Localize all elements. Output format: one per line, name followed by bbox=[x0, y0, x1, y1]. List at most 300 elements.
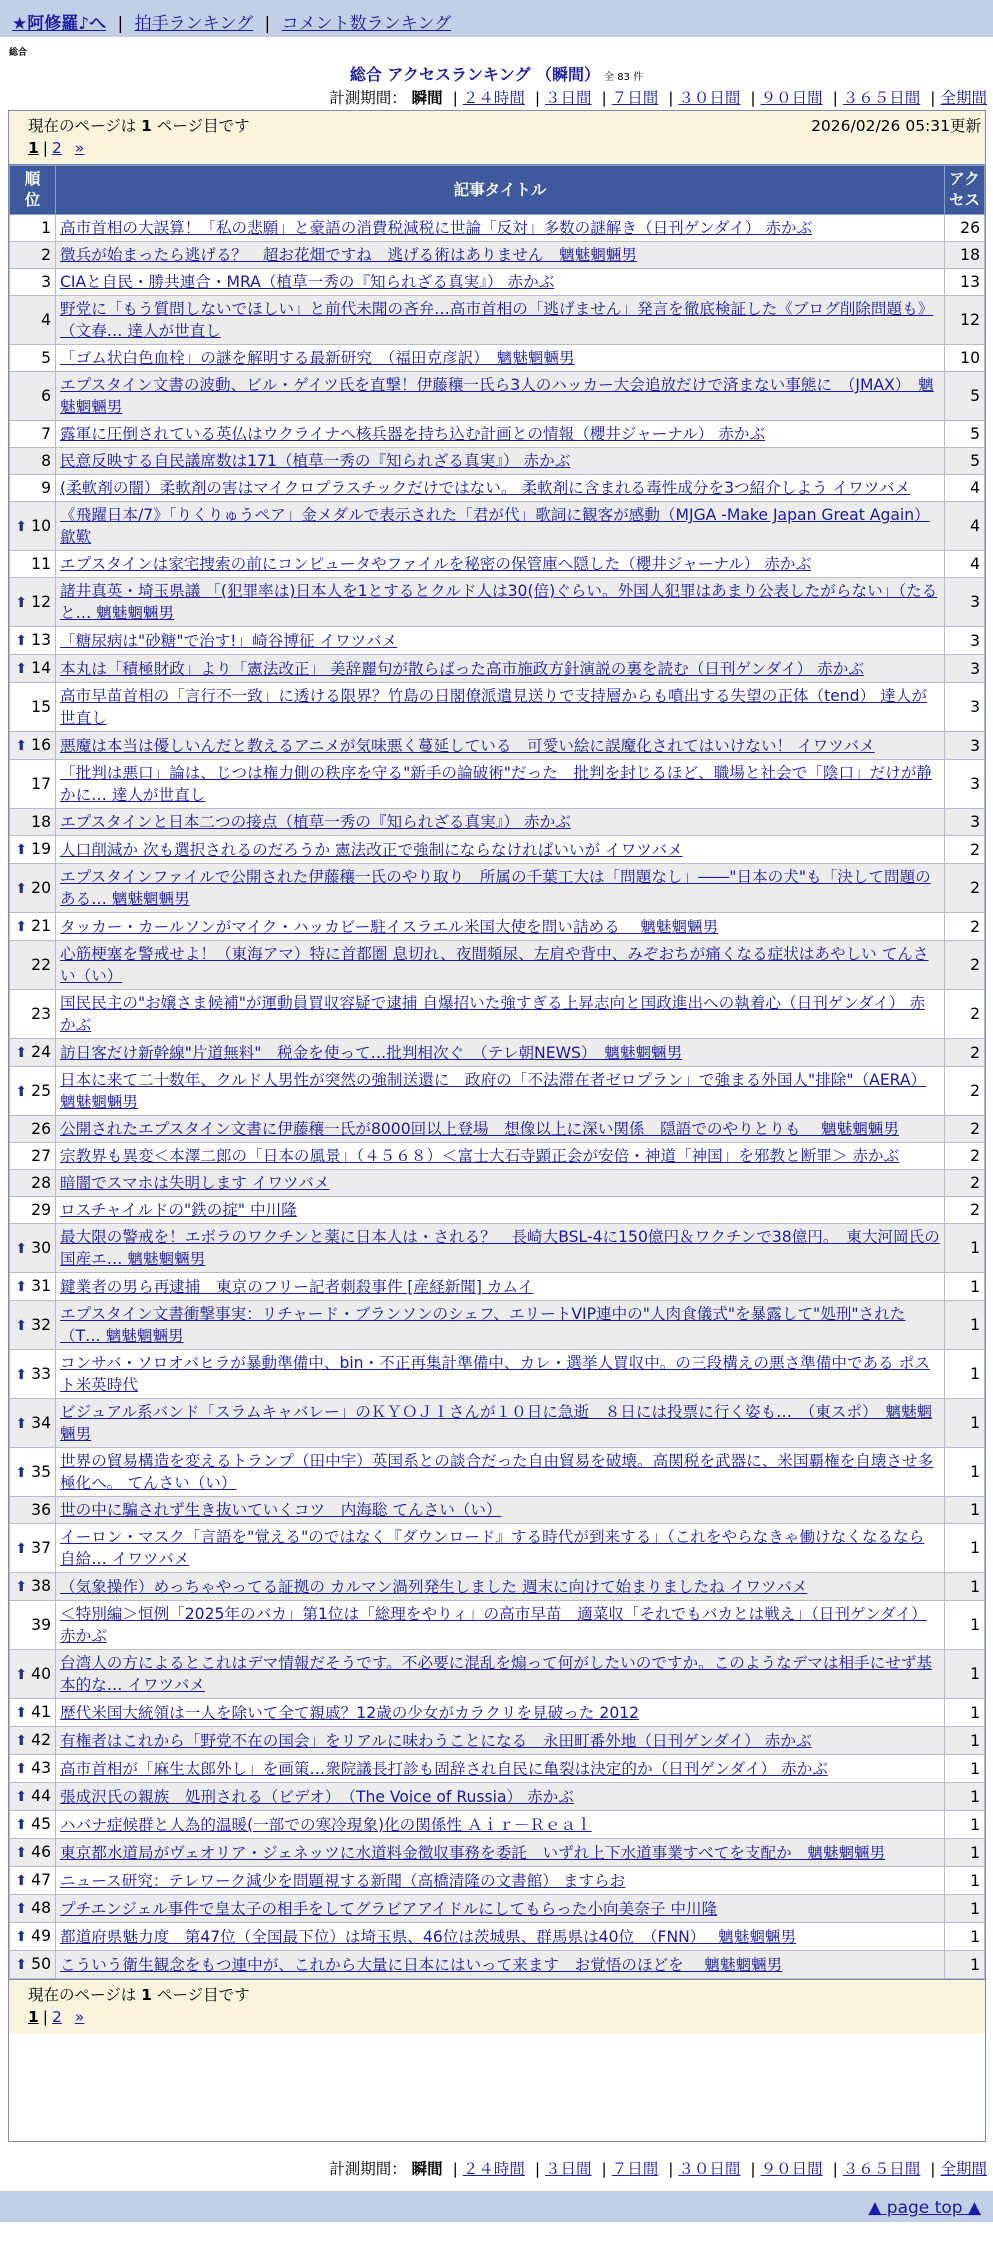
access-count: 2 bbox=[945, 941, 985, 990]
table-row bbox=[10, 448, 985, 475]
table-row bbox=[10, 1923, 985, 1951]
rank-number: 20 bbox=[31, 878, 51, 897]
title-cell bbox=[56, 1601, 945, 1650]
title-cell bbox=[56, 809, 945, 836]
access-count: 1 bbox=[945, 1273, 985, 1301]
title-cell bbox=[56, 1170, 945, 1197]
rank-number: 11 bbox=[31, 555, 51, 573]
table-row bbox=[10, 372, 985, 421]
title-cell bbox=[56, 448, 945, 475]
rank-cell bbox=[10, 913, 56, 941]
rank-number: 35 bbox=[31, 1462, 51, 1481]
period-7d-link[interactable]: ７日間 bbox=[611, 89, 659, 107]
page-links: 1 | 2 » bbox=[28, 139, 85, 157]
rank-number: 13 bbox=[31, 631, 51, 649]
access-count: 2 bbox=[945, 1197, 985, 1224]
rank-cell bbox=[10, 1524, 56, 1573]
rank-cell bbox=[10, 627, 56, 655]
ranking-panel bbox=[8, 110, 986, 2142]
access-count: 1 bbox=[945, 1867, 985, 1895]
access-count: 2 bbox=[945, 836, 985, 864]
rank-cell bbox=[10, 475, 56, 502]
table-header-row bbox=[10, 166, 985, 215]
rank-up-arrow-icon: ⬆ bbox=[15, 1317, 28, 1334]
rank-up-arrow-icon: ⬆ bbox=[15, 1705, 28, 1721]
article-title-link[interactable]: エプスタイン文書の波動、ビル・ゲイツ氏を直撃！伊藤穰一氏ら3人のハッカー大会追放だけで済まない事態に （JMAX） 魑魅魍魎男 bbox=[60, 376, 934, 416]
rank-cell bbox=[10, 864, 56, 913]
period-3d-link[interactable]: ３日間 bbox=[545, 89, 592, 107]
article-title-link[interactable]: 張成沢氏の親族 処刑される（ビデオ） （The Voice of Russia） 赤かぶ bbox=[60, 1787, 574, 1806]
title-cell bbox=[56, 1650, 945, 1699]
table-row bbox=[10, 732, 985, 760]
title-cell bbox=[56, 864, 945, 913]
rank-cell bbox=[10, 448, 56, 475]
page-top-link[interactable]: ▲ page top ▲ bbox=[868, 2198, 981, 2218]
rank-up-arrow-icon: ⬆ bbox=[15, 1929, 28, 1945]
page-links: 1 | 2 » bbox=[28, 2008, 85, 2026]
access-count: 3 bbox=[945, 627, 985, 655]
rank-number: 29 bbox=[31, 1201, 51, 1219]
article-title-link[interactable]: ニュース研究：テレワーク減少を問題視する新聞（高橋清隆の文書館） ますらお bbox=[60, 1871, 626, 1890]
article-title-link[interactable]: 公開されたエプスタイン文書に伊藤穰一氏が8000回以上登場 想像以上に深い関係 隠語でのやりとりも 魑魅魍魎男 bbox=[60, 1120, 899, 1138]
rank-up-arrow-icon: ⬆ bbox=[15, 661, 28, 677]
title-cell bbox=[56, 1755, 945, 1783]
article-title-link[interactable]: 高市首相が「麻生太郎外し」を画策…衆院議長打診も固辞され自民に亀裂は決定的か（日刊ゲンダイ） 赤かぶ bbox=[60, 1759, 828, 1778]
rank-cell bbox=[10, 1601, 56, 1650]
period-7d-link[interactable]: ７日間 bbox=[611, 2160, 659, 2178]
rank-cell bbox=[10, 1951, 56, 1979]
article-title-link[interactable]: (柔軟剤の闇）柔軟剤の害はマイクロプラスチックだけではない。 柔軟剤に含まれる毒性成分を3つ紹介しよう イワツバメ bbox=[60, 479, 911, 497]
page-2-link[interactable]: 2 bbox=[52, 2008, 62, 2026]
rank-up-arrow-icon: ⬆ bbox=[15, 1957, 28, 1973]
title-cell bbox=[56, 990, 945, 1039]
rank-number: 30 bbox=[31, 1238, 51, 1257]
title-cell bbox=[56, 1350, 945, 1399]
access-count: 5 bbox=[945, 421, 985, 448]
rank-number: 23 bbox=[31, 1005, 51, 1023]
rank-number: 42 bbox=[31, 1731, 51, 1749]
article-title-link[interactable]: 諸井真英・埼玉県議 「(犯罪率は)日本人を1とするとクルド人は30(倍)ぐらい。外国人犯罪はあまり公表したがらない」（たると… 魑魅魍魎男 bbox=[60, 582, 938, 622]
title-cell bbox=[56, 655, 945, 683]
access-count: 4 bbox=[945, 551, 985, 578]
title-cell bbox=[56, 345, 945, 372]
table-row bbox=[10, 1524, 985, 1573]
top-nav-bar bbox=[0, 0, 993, 37]
article-title-link[interactable]: 高市首相の大誤算！「私の悲願」と豪語の消費税減税に世論「反対」多数の謎解き（日刊ゲンダイ） 赤かぶ bbox=[60, 219, 813, 237]
rank-cell bbox=[10, 421, 56, 448]
rank-up-arrow-icon: ⬆ bbox=[15, 880, 28, 897]
ranking-table-body bbox=[10, 215, 985, 1979]
rank-cell bbox=[10, 578, 56, 627]
article-title-link[interactable]: 露軍に圧倒されている英仏はウクライナへ核兵器を持ち込む計画との情報（櫻井ジャーナル） 赤かぶ bbox=[60, 425, 766, 443]
rank-number: 19 bbox=[31, 840, 51, 858]
access-count: 1 bbox=[945, 1448, 985, 1497]
rank-cell bbox=[10, 683, 56, 732]
title-cell bbox=[56, 1448, 945, 1497]
rank-number: 14 bbox=[31, 659, 51, 677]
article-title-link[interactable]: 徴兵が始まったら逃げる？ 超お花畑ですね 逃げる術はありません 魑魅魍魎男 bbox=[60, 246, 637, 264]
article-title-link[interactable]: 野党に「もう質問しないでほしい」と前代未聞の吝弁…高市首相の「逃げません」発言を徹底検証した《ブログ削除問題も》（文春… 達人が世直し bbox=[60, 300, 934, 340]
rank-up-arrow-icon: ⬆ bbox=[15, 1415, 28, 1432]
period-90d-link[interactable]: ９０日間 bbox=[760, 2160, 823, 2178]
title-cell bbox=[56, 475, 945, 502]
page-status: 現在のページは 1 ページ目です bbox=[28, 117, 250, 135]
pager-top bbox=[9, 111, 985, 165]
access-count: 4 bbox=[945, 502, 985, 551]
title-cell bbox=[56, 1224, 945, 1273]
rank-number: 26 bbox=[31, 1120, 51, 1138]
page-1-link[interactable]: 1 bbox=[28, 139, 39, 157]
article-title-link[interactable]: 最大限の警戒を！エボラのワクチンと薬に日本人は・される？ 長崎大BSL-4に150億円＆ワクチンで38億円。 東大河岡氏の国産エ… 魑魅魍魎男 bbox=[60, 1228, 940, 1268]
title-cell bbox=[56, 1895, 945, 1923]
article-title-link[interactable]: 「糖尿病は"砂糖"で治す!」崎谷博征 イワツバメ bbox=[60, 631, 398, 650]
article-title-link[interactable]: 《飛躍日本/7》「りくりゅうペア」金メダルで表示された「君が代」歌詞に観客が感動（MJGA -Make Japan Great Again） 歙歎 bbox=[60, 506, 930, 546]
access-count: 13 bbox=[945, 269, 985, 296]
access-count: 1 bbox=[945, 1524, 985, 1573]
next-page-link[interactable]: » bbox=[74, 2008, 85, 2026]
access-count: 1 bbox=[945, 1573, 985, 1601]
article-title-link[interactable]: 台湾人の方によるとこれはデマ情報だそうです。不必要に混乱を煽って何がしたいのですか。このようなデマは相手にせず基本的な… イワツバメ bbox=[60, 1654, 933, 1694]
title-column-header: 記事タイトル bbox=[56, 166, 945, 215]
article-title-link[interactable]: コンサバ・ソロオバヒラが暴動準備中、bin・不正再集計準備中、カレ・選挙人買収中。の三段構えの悪さ準備中である ポスト米英時代 bbox=[60, 1354, 930, 1394]
article-title-link[interactable]: 訪日客だけ新幹線"片道無料" 税金を使って…批判相次ぐ （テレ朝NEWS） 魑魅魍魎男 bbox=[60, 1043, 683, 1062]
table-row bbox=[10, 990, 985, 1039]
article-title-link[interactable]: プチエンジェル事件で皇太子の相手をしてグラビアアイドルにしてもらった小向美奈子 中川隆 bbox=[60, 1899, 718, 1918]
title-cell bbox=[56, 1399, 945, 1448]
rank-cell bbox=[10, 1224, 56, 1273]
rank-cell bbox=[10, 1197, 56, 1224]
rank-number: 48 bbox=[31, 1899, 51, 1917]
access-count: 12 bbox=[945, 296, 985, 345]
rank-number: 36 bbox=[31, 1501, 51, 1519]
table-row bbox=[10, 1350, 985, 1399]
rank-cell bbox=[10, 1116, 56, 1143]
rank-number: 22 bbox=[31, 956, 51, 974]
rank-number: 15 bbox=[31, 698, 51, 716]
title-cell bbox=[56, 1497, 945, 1524]
period-24h-link[interactable]: ２４時間 bbox=[462, 89, 525, 107]
access-count: 1 bbox=[945, 1839, 985, 1867]
title-cell bbox=[56, 1116, 945, 1143]
rank-up-arrow-icon: ⬆ bbox=[15, 1789, 28, 1805]
title-cell bbox=[56, 1143, 945, 1170]
access-count: 2 bbox=[945, 864, 985, 913]
rank-number: 3 bbox=[41, 273, 51, 291]
article-title-link[interactable]: エプスタインは家宅捜索の前にコンピュータやファイルを秘密の保管庫へ隠した（櫻井ジャーナル） 赤かぶ bbox=[60, 555, 812, 573]
rank-cell bbox=[10, 1143, 56, 1170]
article-title-link[interactable]: エプスタインと日本二つの接点（植草一秀の『知られざる真実』） 赤かぶ bbox=[60, 813, 571, 831]
access-count: 1 bbox=[945, 1301, 985, 1350]
rank-cell bbox=[10, 1895, 56, 1923]
rank-up-arrow-icon: ⬆ bbox=[15, 1817, 28, 1833]
article-title-link[interactable]: 心筋梗塞を警戒せよ！（東海アマ）特に首都圏 息切れ、夜間頻尿、左肩や背中、みぞおちが痛くなる症状はあやしい てんさい（い） bbox=[60, 945, 929, 985]
article-title-link[interactable]: 本丸は「積極財政」より「憲法改正」 美辞麗句が散らばった高市施政方針演説の裏を読む（日刊ゲンダイ） 赤かぶ bbox=[60, 659, 864, 678]
title-cell bbox=[56, 296, 945, 345]
rank-number: 43 bbox=[31, 1759, 51, 1777]
rank-number: 6 bbox=[41, 387, 51, 405]
access-count: 1 bbox=[945, 1399, 985, 1448]
title-cell bbox=[56, 1067, 945, 1116]
rank-up-arrow-icon: ⬆ bbox=[15, 1083, 28, 1100]
rank-cell bbox=[10, 1497, 56, 1524]
rank-number: 39 bbox=[31, 1616, 51, 1634]
nav-separator: | bbox=[264, 14, 271, 34]
access-count: 1 bbox=[945, 1755, 985, 1783]
article-title-link[interactable]: ハバナ症候群と人為的温暖(一部での寒冷現象)化の関係性 Ａｉｒ－Ｒｅａｌ bbox=[60, 1815, 592, 1834]
table-row bbox=[10, 941, 985, 990]
rank-cell bbox=[10, 1301, 56, 1350]
access-count: 3 bbox=[945, 732, 985, 760]
nav-separator: | bbox=[117, 14, 124, 34]
rank-number: 8 bbox=[41, 452, 51, 470]
page-1-link[interactable]: 1 bbox=[28, 2008, 39, 2026]
title-cell bbox=[56, 760, 945, 809]
rank-number: 7 bbox=[41, 425, 51, 443]
table-row bbox=[10, 269, 985, 296]
period-30d-link[interactable]: ３０日間 bbox=[678, 89, 741, 107]
next-page-link[interactable]: » bbox=[74, 139, 85, 157]
access-count: 5 bbox=[945, 448, 985, 475]
rank-number: 38 bbox=[31, 1577, 51, 1595]
period-current: 瞬間 bbox=[411, 2160, 443, 2178]
rank-up-arrow-icon: ⬆ bbox=[15, 1845, 28, 1861]
article-title-link[interactable]: 世界の貿易構造を変えるトランプ（田中宇）英国系との談合だった自由貿易を破壊。高関税を武器に、米国覇権を自壊させ多極化へ。 てんさい（い） bbox=[60, 1452, 934, 1492]
access-count: 2 bbox=[945, 1143, 985, 1170]
article-title-link[interactable]: タッカー・カールソンがマイク・ハッカビー駐イスラエル米国大使を問い詰める 魑魅魍魎男 bbox=[60, 917, 719, 936]
article-title-link[interactable]: 「ゴム状白色血栓」の謎を解明する最新研究 （福田克彦訳） 魑魅魍魎男 bbox=[60, 349, 575, 367]
rank-number: 45 bbox=[31, 1815, 51, 1833]
table-row bbox=[10, 836, 985, 864]
table-row bbox=[10, 1497, 985, 1524]
table-row bbox=[10, 1699, 985, 1727]
rank-cell bbox=[10, 242, 56, 269]
article-title-link[interactable]: ロスチャイルドの"鉄の掟" 中川隆 bbox=[60, 1201, 297, 1219]
rank-cell bbox=[10, 760, 56, 809]
title-cell bbox=[56, 1524, 945, 1573]
access-count: 3 bbox=[945, 683, 985, 732]
article-title-link[interactable]: （気象操作）めっちゃやってる証拠の カルマン渦列発生しました 週末に向けて始まりましたね イワツバメ bbox=[60, 1577, 808, 1596]
access-count: 1 bbox=[945, 1951, 985, 1979]
access-count: 2 bbox=[945, 1170, 985, 1197]
table-row bbox=[10, 421, 985, 448]
title-cell bbox=[56, 1699, 945, 1727]
period-selector-bottom: 計測期間： 瞬間 | ２４時間 | ３日間 | ７日間 | ３０日間 | ９０日間 | ３６５日間 | 全期間 bbox=[329, 2160, 987, 2178]
access-count: 2 bbox=[945, 1039, 985, 1067]
rank-number: 1 bbox=[41, 219, 51, 237]
table-row bbox=[10, 578, 985, 627]
article-title-link[interactable]: 暗闇でスマホは失明します イワツバメ bbox=[60, 1174, 330, 1192]
rank-up-arrow-icon: ⬆ bbox=[15, 633, 28, 649]
period-30d-link[interactable]: ３０日間 bbox=[678, 2160, 741, 2178]
title-cell bbox=[56, 1039, 945, 1067]
page-title bbox=[0, 62, 993, 85]
article-title-link[interactable]: 世の中に騙されず生き抜いていくコツ 内海聡 てんさい（い） bbox=[60, 1501, 502, 1519]
article-title-link[interactable]: CIAと自民・勝共連合・MRA（植草一秀の『知られざる真実』） 赤かぶ bbox=[60, 273, 555, 291]
access-count: 18 bbox=[945, 242, 985, 269]
article-title-link[interactable]: 国民民主の"お嬢さま候補"が運動員買収容疑で逮捕 自爆招いた強すぎる上昇志向と国政進出への執着心（日刊ゲンダイ） 赤かぶ bbox=[60, 994, 926, 1034]
article-title-link[interactable]: 人口削減か 次も選択されるのだろうか 憲法改正で強制にならなければいいが イワツバメ bbox=[60, 840, 683, 859]
access-count: 1 bbox=[945, 1224, 985, 1273]
article-title-link[interactable]: 東京都水道局がヴェオリア・ジェネッツに水道料金徴収事務を委託 いずれ上下水道事業すべてを支配か 魑魅魍魎男 bbox=[60, 1843, 886, 1862]
rank-column-header: 順 位 bbox=[10, 166, 56, 215]
access-count: 3 bbox=[945, 760, 985, 809]
article-title-link[interactable]: 日本に来て二十数年、クルド人男性が突然の強制送還に 政府の「不法滞在者ゼロプラン」で強まる外国人"排除"（AERA）魑魅魍魎男 bbox=[60, 1071, 927, 1111]
period-365d-link[interactable]: ３６５日間 bbox=[842, 89, 921, 107]
article-title-link[interactable]: 歴代米国大統領は一人を除いて全て親戚？12歳の少女がカラクリを見破った 2012 bbox=[60, 1703, 640, 1722]
rank-number: 18 bbox=[31, 813, 51, 831]
table-row bbox=[10, 1301, 985, 1350]
period-3d-link[interactable]: ３日間 bbox=[545, 2160, 592, 2178]
table-row bbox=[10, 655, 985, 683]
rank-up-arrow-icon: ⬆ bbox=[15, 1240, 28, 1257]
rank-cell bbox=[10, 345, 56, 372]
table-row bbox=[10, 1811, 985, 1839]
title-cell bbox=[56, 502, 945, 551]
rank-cell bbox=[10, 1650, 56, 1699]
table-row bbox=[10, 809, 985, 836]
period-all-link[interactable]: 全期間 bbox=[940, 89, 987, 107]
rank-cell bbox=[10, 1839, 56, 1867]
table-row bbox=[10, 1039, 985, 1067]
access-count: 2 bbox=[945, 913, 985, 941]
rank-cell bbox=[10, 1039, 56, 1067]
rank-up-arrow-icon: ⬆ bbox=[15, 594, 28, 611]
period-all-link[interactable]: 全期間 bbox=[940, 2160, 987, 2178]
table-row bbox=[10, 1783, 985, 1811]
rank-number: 16 bbox=[31, 736, 51, 754]
table-row bbox=[10, 1727, 985, 1755]
rank-number: 31 bbox=[31, 1277, 51, 1295]
table-row bbox=[10, 1895, 985, 1923]
rank-cell bbox=[10, 732, 56, 760]
article-title-link[interactable]: 宗教界も異変＜本澤二郎の「日本の風景」（４５６８）＜富士大石寺顕正会が安倍・神道「神国」を邪教と断罪＞ 赤かぶ bbox=[60, 1147, 900, 1165]
title-cell bbox=[56, 941, 945, 990]
article-title-link[interactable]: 「批判は悪口」論は、じつは権力側の秩序を守る"新手の論破術"だった 批判を封じるほど、職場と社会で「陰口」だけが静かに… 達人が世直し bbox=[60, 764, 933, 804]
rank-cell bbox=[10, 1811, 56, 1839]
title-cell bbox=[56, 913, 945, 941]
article-title-link[interactable]: 有権者はこれから「野党不在の国会」をリアルに味わうことになる 永田町番外地（日刊ゲンダイ） 赤かぶ bbox=[60, 1731, 812, 1750]
article-title-link[interactable]: エプスタインファイルで公開された伊藤穰一氏のやり取り 所属の千葉工大は「問題なし」――"日本の犬"も「決して問題のある… 魑魅魍魎男 bbox=[60, 868, 931, 908]
article-title-link[interactable]: エプスタイン文書衝撃事実：リチャード・ブランソンのシェフ、エリートVIP連中の"人肉食儀式"を暴露して"処刑"された（T… 魑魅魍魎男 bbox=[60, 1305, 906, 1345]
table-row bbox=[10, 1170, 985, 1197]
article-title-link[interactable]: ＜特別編＞恒例「2025年のバカ」第1位は「総理をやりィ」の高市早苗 適菜収「それでもバカとは戦え」（日刊ゲンダイ） 赤かぶ bbox=[60, 1605, 927, 1645]
page-2-link[interactable]: 2 bbox=[52, 139, 62, 157]
rank-cell bbox=[10, 296, 56, 345]
title-cell bbox=[56, 1727, 945, 1755]
rank-cell bbox=[10, 372, 56, 421]
table-row bbox=[10, 1448, 985, 1497]
title-cell bbox=[56, 836, 945, 864]
rank-number: 5 bbox=[41, 349, 51, 367]
period-24h-link[interactable]: ２４時間 bbox=[462, 2160, 525, 2178]
access-count: 3 bbox=[945, 809, 985, 836]
rank-number: 49 bbox=[31, 1927, 51, 1945]
title-cell bbox=[56, 578, 945, 627]
ranking-title: 総合 アクセスランキング （瞬間） bbox=[349, 65, 601, 84]
table-row bbox=[10, 1224, 985, 1273]
rank-number: 47 bbox=[31, 1871, 51, 1889]
table-row bbox=[10, 1755, 985, 1783]
rank-number: 28 bbox=[31, 1174, 51, 1192]
rank-cell bbox=[10, 1867, 56, 1895]
article-title-link[interactable]: ビジュアル系バンド「スラムキャバレー」のＫＹＯＪＩさんが１０日に急逝 ８日には投票に行く姿も… （東スポ） 魑魅魍魎男 bbox=[60, 1403, 933, 1443]
rank-number: 10 bbox=[31, 516, 51, 535]
access-count: 1 bbox=[945, 1783, 985, 1811]
category-tag: 総合 bbox=[9, 48, 28, 58]
table-row bbox=[10, 242, 985, 269]
home-link[interactable]: ★阿修羅♪へ bbox=[12, 14, 107, 34]
rank-up-arrow-icon: ⬆ bbox=[15, 1279, 28, 1295]
article-title-link[interactable]: 悪魔は本当は優しいんだと教えるアニメが気味悪く蔓延している 可愛い絵に誤魔化されてはいけない！ イワツバメ bbox=[60, 736, 875, 755]
access-count: 26 bbox=[945, 215, 985, 242]
ranking-table bbox=[9, 165, 985, 1979]
rank-number: 32 bbox=[31, 1315, 51, 1334]
rank-number: 50 bbox=[31, 1955, 51, 1973]
table-row bbox=[10, 683, 985, 732]
rank-cell bbox=[10, 1399, 56, 1448]
period-current: 瞬間 bbox=[411, 89, 443, 107]
rank-cell bbox=[10, 1699, 56, 1727]
rank-cell bbox=[10, 1923, 56, 1951]
rank-cell bbox=[10, 215, 56, 242]
rank-number: 34 bbox=[31, 1413, 51, 1432]
title-cell bbox=[56, 551, 945, 578]
rank-number: 46 bbox=[31, 1843, 51, 1861]
title-cell bbox=[56, 269, 945, 296]
article-title-link[interactable]: 都道府県魅力度 第47位（全国最下位）は埼玉県、46位は茨城県、群馬県は40位 （FNN） 魑魅魍魎男 bbox=[60, 1927, 797, 1946]
rank-number: 12 bbox=[31, 592, 51, 611]
access-count: 2 bbox=[945, 1067, 985, 1116]
table-row bbox=[10, 475, 985, 502]
title-cell bbox=[56, 627, 945, 655]
updated-timestamp: 2026/02/26 05:31更新 bbox=[811, 117, 981, 135]
article-title-link[interactable]: 高市早苗首相の「言行不一致」に透ける限界？竹島の日閣僚派遣見送りで支持層からも噴出する失望の正体（tend） 達人が世直し bbox=[60, 687, 927, 727]
title-cell bbox=[56, 732, 945, 760]
access-count: 1 bbox=[945, 1699, 985, 1727]
applause-ranking-link[interactable]: 拍手ランキング bbox=[134, 14, 254, 34]
access-count: 1 bbox=[945, 1350, 985, 1399]
rank-cell bbox=[10, 1448, 56, 1497]
comment-ranking-link[interactable]: コメント数ランキング bbox=[281, 14, 452, 34]
rank-up-arrow-icon: ⬆ bbox=[15, 1761, 28, 1777]
rank-number: 25 bbox=[31, 1081, 51, 1100]
rank-up-arrow-icon: ⬆ bbox=[15, 1579, 28, 1595]
period-label: 計測期間： bbox=[329, 2160, 407, 2178]
access-column-header: アク セス bbox=[945, 166, 985, 215]
period-90d-link[interactable]: ９０日間 bbox=[760, 89, 823, 107]
title-cell bbox=[56, 1573, 945, 1601]
table-row bbox=[10, 215, 985, 242]
period-365d-link[interactable]: ３６５日間 bbox=[842, 2160, 921, 2178]
article-title-link[interactable]: 鍵業者の男ら再逮捕 東京のフリー記者刺殺事件 [産経新聞] カムイ bbox=[60, 1277, 534, 1296]
table-row bbox=[10, 1573, 985, 1601]
article-title-link[interactable]: 民意反映する自民議席数は171（植草一秀の『知られざる真実』） 赤かぶ bbox=[60, 452, 571, 470]
table-row bbox=[10, 760, 985, 809]
title-cell bbox=[56, 1783, 945, 1811]
table-row bbox=[10, 1601, 985, 1650]
article-title-link[interactable]: イーロン・マスク「言語を"覚える"のではなく『ダウンロード』する時代が到来する」（これをやらなきゃ働けなくなるなら 自給… イワツバメ bbox=[60, 1528, 925, 1568]
title-cell bbox=[56, 1839, 945, 1867]
rank-number: 41 bbox=[31, 1703, 51, 1721]
rank-cell bbox=[10, 502, 56, 551]
rank-up-arrow-icon: ⬆ bbox=[15, 1540, 28, 1557]
rank-cell bbox=[10, 655, 56, 683]
title-cell bbox=[56, 1951, 945, 1979]
table-row bbox=[10, 1116, 985, 1143]
access-count: 2 bbox=[945, 990, 985, 1039]
article-title-link[interactable]: こういう衛生観念をもつ連中が、これから大量に日本にはいって来ます お覚悟のほどを 魑魅魍魎男 bbox=[60, 1955, 783, 1974]
title-cell bbox=[56, 421, 945, 448]
